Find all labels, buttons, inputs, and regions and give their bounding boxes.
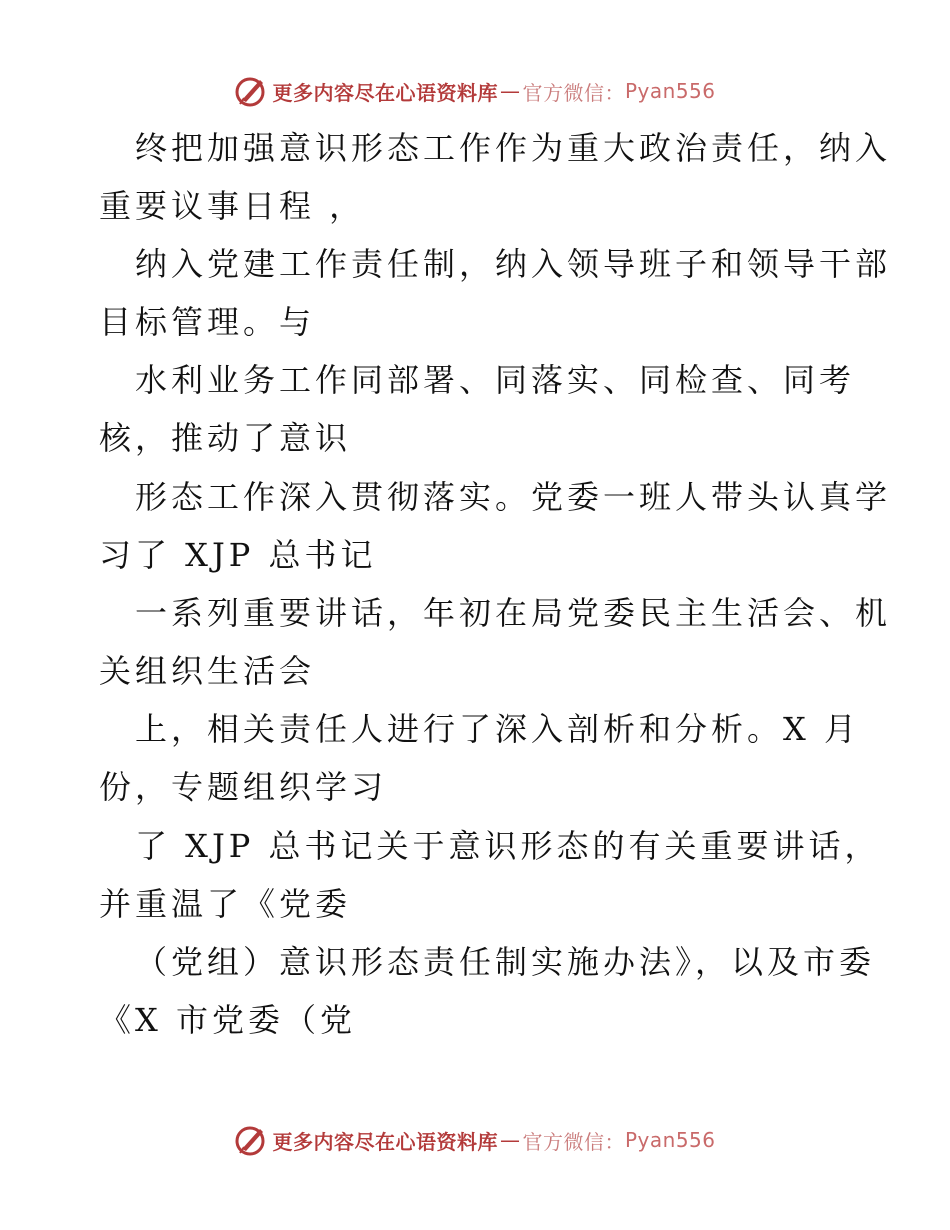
watermark-main-text: 更多内容尽在心语资料库 (272, 1129, 498, 1154)
body-line: 目标管理。与 (99, 303, 316, 341)
watermark-sub-text: 官方微信： (522, 1129, 625, 1154)
quill-logo-icon (234, 74, 268, 108)
body-line: 一系列重要讲话，年初在局党委民主生活会、机 (135, 594, 892, 632)
body-line: 《X 市党委（党 (99, 1001, 356, 1039)
body-line: 终把加强意识形态工作作为重大政治责任，纳入 (135, 129, 892, 167)
watermark-id: Pyan556 (624, 79, 716, 103)
body-line: 了 XJP 总书记关于意识形态的有关重要讲话， (135, 827, 881, 865)
body-line: 形态工作深入贯彻落实。党委一班人带头认真学 (135, 478, 892, 516)
watermark-dash: — (499, 1128, 521, 1152)
watermark-dash: — (499, 79, 521, 103)
body-line: 关组织生活会 (99, 652, 316, 690)
body-line: 纳入党建工作责任制，纳入领导班子和领导干部 (135, 245, 892, 283)
body-line: 习了 XJP 总书记 (99, 536, 377, 574)
watermark-sub-text: 官方微信： (522, 80, 625, 105)
watermark-main-text: 更多内容尽在心语资料库 (272, 80, 498, 105)
body-line: 核，推动了意识 (99, 419, 352, 457)
body-line: 份，专题组织学习 (99, 768, 388, 806)
body-line: 水利业务工作同部署、同落实、同检查、同考 (135, 361, 856, 399)
body-line: 重要议事日程 ， (99, 187, 366, 225)
header-watermark (0, 71, 950, 111)
body-line: 并重温了《党委 (99, 885, 352, 923)
body-line: （党组）意识形态责任制实施办法》，以及市委 (135, 943, 876, 981)
footer-watermark (0, 1120, 950, 1160)
body-line: 上，相关责任人进行了深入剖析和分析。X 月 (135, 710, 860, 748)
quill-logo-icon (234, 1123, 268, 1157)
watermark-id: Pyan556 (624, 1128, 716, 1152)
